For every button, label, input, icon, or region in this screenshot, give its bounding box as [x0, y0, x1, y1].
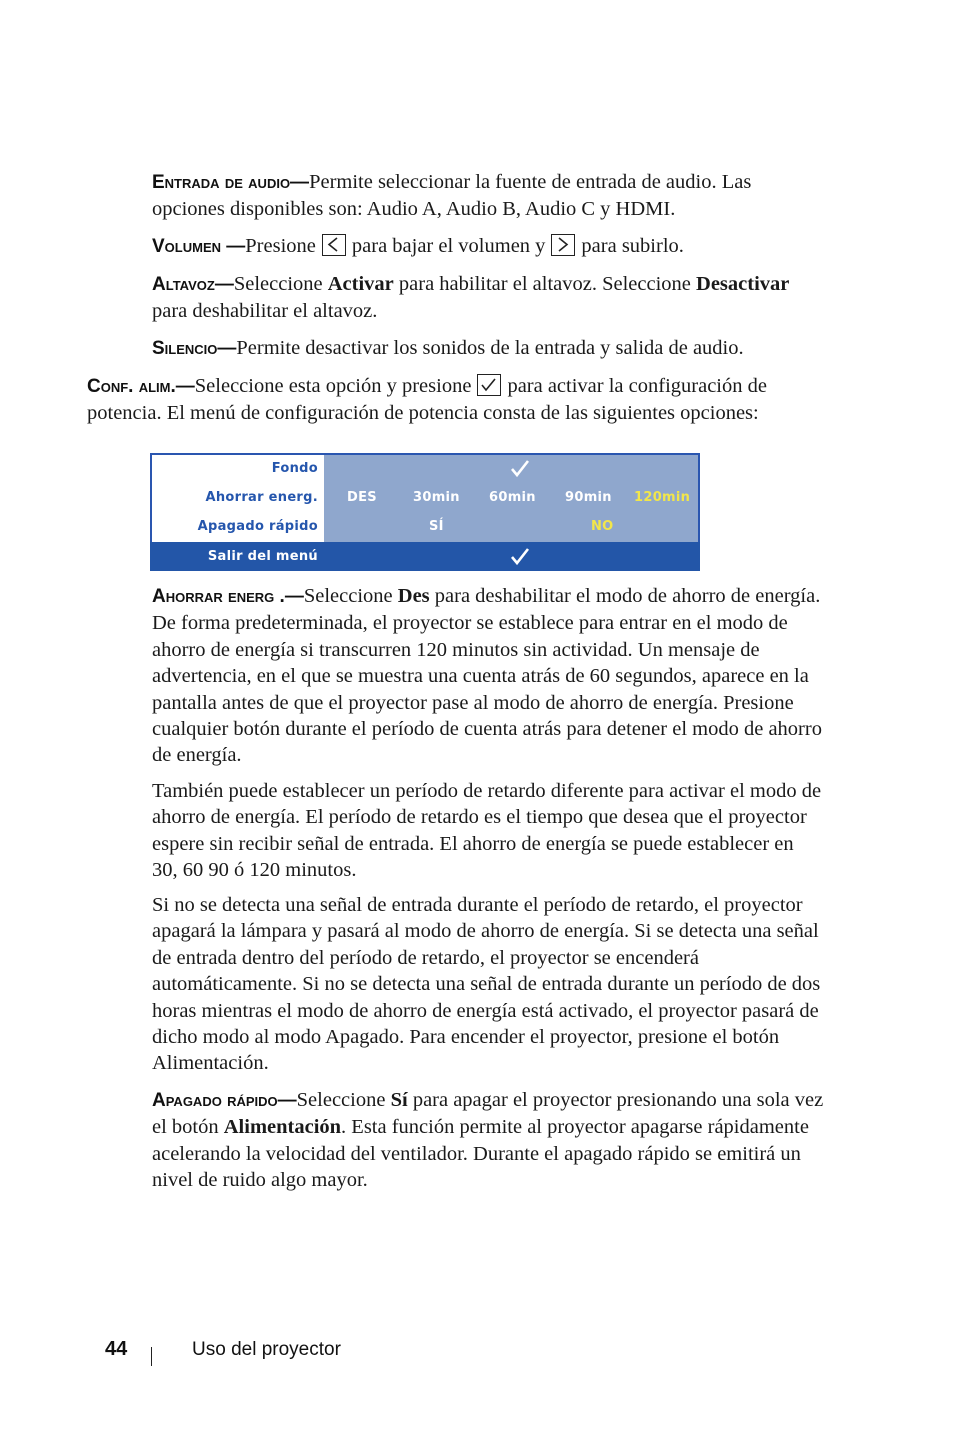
- entrada-de-audio-paragraph: [152, 169, 824, 223]
- silencio-text: Permite desactivar los sonidos de la entrada y salida de audio.: [236, 337, 744, 359]
- apagado-rapido-term: Apagado rápido—: [152, 1090, 297, 1111]
- conf-alim-text-2: para activar la configuración de potencia. El menú de configuración de potencia consta de las siguientes opciones:: [87, 375, 767, 425]
- footer-separator: [151, 1347, 152, 1366]
- ahorrar-text-2: para deshabilitar el modo de ahorro de energía. De forma predeterminada, el proyector se establece para entrar en el modo de ahorro de energía si transcurren 120 minutos sin actividad. Un mensaje de advertencia, en el que se muestra una cuenta atrás de 60 segundos, aparece en la pantalla antes de que el proyector pase al modo de ahorro de energía. Presione cualquier botón durante el período de cuenta atrás para detener el modo de ahorro de energía.: [152, 585, 822, 767]
- apagado-alimentacion: Alimentación: [223, 1116, 342, 1139]
- exit-check-icon: [509, 546, 531, 566]
- altavoz-term: Altavoz—: [152, 274, 234, 295]
- ahorrar-option-des[interactable]: DES: [347, 490, 377, 505]
- ahorrar-option-30min[interactable]: 30min: [413, 490, 460, 505]
- entrada-de-audio-text: Permite seleccionar la fuente de entrada de audio. Las opciones disponibles son: Audio A, Audio B, Audio C y HDMI.: [152, 171, 752, 221]
- volumen-paragraph: [152, 233, 824, 260]
- ahorrar-option-90min[interactable]: 90min: [565, 490, 612, 505]
- silencio-term: Silencio—: [152, 338, 237, 359]
- apagado-option-no[interactable]: NO: [591, 519, 614, 534]
- volumen-text-2: para bajar el volumen y: [351, 235, 546, 257]
- tambien-paragraph: También puede establecer un período de retardo diferente para activar el modo de ahorro de energía. El período de retardo es el tiempo que desea que el proyector espere sin recibir señal de entrada. El ahorro de energía se puede establecer en 30, 60 90 ó 120 minutos.: [152, 780, 822, 882]
- altavoz-text-1: Seleccione: [233, 273, 328, 295]
- altavoz-desactivar: Desactivar: [696, 273, 790, 295]
- apagado-text-3: . Esta función permite al proyector apagarse rápidamente acelerando la velocidad del ventilador. Durante el apagado rápido se emitirá un nivel de ruido algo mayor.: [152, 1116, 809, 1192]
- ahorrar-option-120min[interactable]: 120min: [634, 490, 691, 505]
- fondo-check-icon: [509, 458, 531, 478]
- volumen-text-1: Presione: [245, 235, 316, 257]
- conf-alim-term: Conf. alim.—: [87, 376, 195, 397]
- ahorrar-des: Des: [397, 585, 430, 607]
- silencio-paragraph: [152, 335, 824, 362]
- apagado-text-1: Seleccione: [296, 1089, 391, 1111]
- right-arrow-key-icon: [551, 234, 575, 256]
- menu-label-salir[interactable]: Salir del menú: [207, 549, 318, 564]
- apagado-option-si[interactable]: SÍ: [429, 519, 444, 534]
- left-arrow-key-icon: [322, 234, 346, 256]
- checkmark-key-icon: [477, 374, 501, 396]
- page-number: 44: [105, 1338, 128, 1360]
- ahorrar-option-60min[interactable]: 60min: [489, 490, 536, 505]
- apagado-text-2: para apagar el proyector presionando una sola vez el botón: [152, 1089, 824, 1139]
- menu-label-fondo[interactable]: Fondo: [271, 461, 318, 476]
- footer-title: Uso del proyector: [192, 1339, 341, 1360]
- altavoz-paragraph: [152, 271, 824, 325]
- apagado-rapido-paragraph: [152, 1087, 824, 1194]
- ahorrar-energ-paragraph: [152, 583, 824, 769]
- menu-label-apagado-rapido[interactable]: Apagado rápido: [197, 519, 318, 534]
- altavoz-text-2: para habilitar el altavoz. Seleccione: [393, 273, 697, 295]
- conf-alim-text-1: Seleccione esta opción y presione: [194, 375, 472, 397]
- power-settings-menu: [150, 453, 700, 571]
- volumen-text-3: para subirlo.: [581, 235, 684, 257]
- altavoz-text-3: para deshabilitar el altavoz.: [152, 300, 378, 323]
- entrada-de-audio-term: Entrada de audio—: [152, 172, 310, 193]
- volumen-term: Volumen —: [152, 236, 246, 257]
- altavoz-activar: Activar: [327, 273, 394, 295]
- menu-label-ahorrar-energ[interactable]: Ahorrar energ.: [205, 490, 318, 505]
- ahorrar-text-1: Seleccione: [303, 585, 398, 607]
- ahorrar-energ-term: Ahorrar energ .—: [152, 586, 304, 607]
- apagado-si: Sí: [390, 1089, 408, 1111]
- si-no-paragraph: Si no se detecta una señal de entrada durante el período de retardo, el proyector apagará la lámpara y pasará al modo de ahorro de energía. Si se detecta una señal de entrada dentro del período de retardo, el proyector se encenderá automáticamente. Si no se detecta una señal de entrada durante un período de dos horas mientras el modo de ahorro de energía está activado, el proyector pasará de dicho modo al modo Apagado. Para encender el proyector, presione el botón Alimentación.: [152, 894, 821, 1075]
- conf-alim-paragraph: [87, 373, 824, 427]
